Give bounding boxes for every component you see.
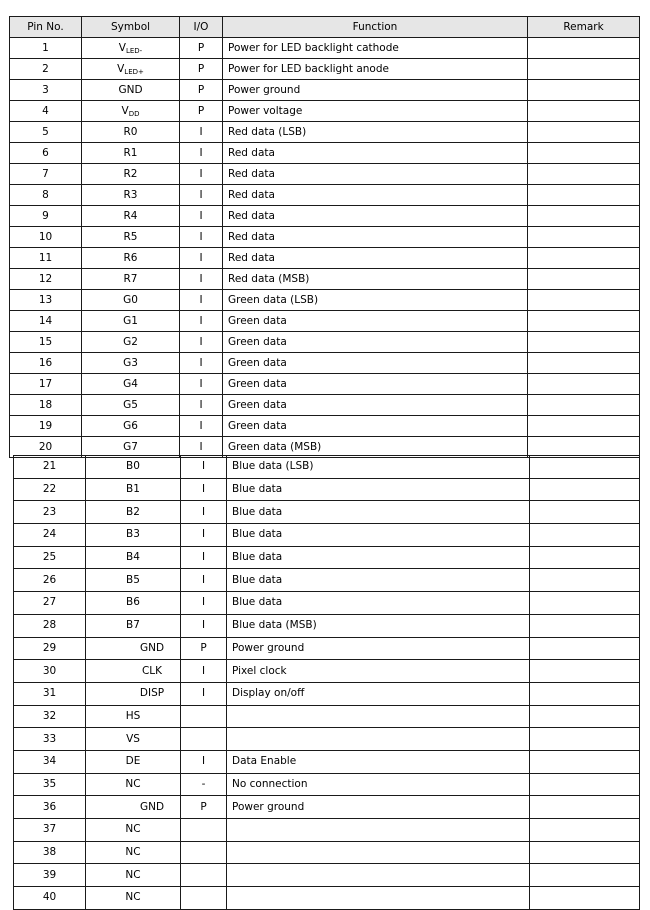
function-cell: Red data xyxy=(223,206,528,227)
symbol-cell: NC xyxy=(86,887,181,910)
symbol-cell: GND xyxy=(86,796,181,819)
table-row xyxy=(14,478,640,501)
pin-number-cell: 10 xyxy=(10,227,82,248)
function-cell: Blue data xyxy=(227,546,530,569)
pin-number-cell: 6 xyxy=(10,143,82,164)
remark-cell xyxy=(530,841,640,864)
symbol-cell xyxy=(82,353,180,374)
pin-number-cell: 9 xyxy=(10,206,82,227)
table-row xyxy=(14,796,640,819)
io-cell: I xyxy=(181,592,227,615)
io-cell: P xyxy=(181,796,227,819)
pin-number-cell: 15 xyxy=(10,332,82,353)
remark-cell xyxy=(530,864,640,887)
symbol-text: G6 xyxy=(123,420,138,432)
table-row xyxy=(14,546,640,569)
io-cell: P xyxy=(181,637,227,660)
symbol-cell xyxy=(82,332,180,353)
symbol-cell xyxy=(82,122,180,143)
symbol-cell: NC xyxy=(86,841,181,864)
pin-number-cell: 13 xyxy=(10,290,82,311)
remark-cell xyxy=(528,185,640,206)
remark-cell xyxy=(528,101,640,122)
function-cell xyxy=(227,705,530,728)
function-cell: Red data (LSB) xyxy=(223,122,528,143)
pin-number-cell: 1 xyxy=(10,38,82,59)
table-row xyxy=(10,80,640,101)
pin-number-cell: 11 xyxy=(10,248,82,269)
io-cell: I xyxy=(180,416,223,437)
remark-cell xyxy=(530,796,640,819)
symbol-cell: B2 xyxy=(86,501,181,524)
table-row xyxy=(10,248,640,269)
remark-cell xyxy=(530,887,640,910)
pin-number-cell: 40 xyxy=(14,887,86,910)
io-cell: I xyxy=(180,332,223,353)
symbol-cell xyxy=(82,248,180,269)
table-row xyxy=(10,227,640,248)
pin-number-cell: 33 xyxy=(14,728,86,751)
pin-number-cell: 36 xyxy=(14,796,86,819)
symbol-cell: B1 xyxy=(86,478,181,501)
table-row xyxy=(10,269,640,290)
pin-number-cell: 39 xyxy=(14,864,86,887)
table-row xyxy=(10,59,640,80)
table-row xyxy=(10,122,640,143)
header-io: I/O xyxy=(180,17,223,38)
table-row xyxy=(14,456,640,479)
pin-number-cell: 27 xyxy=(14,592,86,615)
symbol-cell: B5 xyxy=(86,569,181,592)
io-cell xyxy=(181,728,227,751)
remark-cell xyxy=(528,290,640,311)
function-cell: Blue data xyxy=(227,501,530,524)
symbol-text: GND xyxy=(118,84,143,96)
symbol-cell xyxy=(82,143,180,164)
remark-cell xyxy=(530,501,640,524)
header-function: Function xyxy=(223,17,528,38)
function-cell: Red data xyxy=(223,227,528,248)
io-cell xyxy=(181,705,227,728)
table-row xyxy=(14,637,640,660)
function-cell: Green data xyxy=(223,374,528,395)
pin-number-cell: 25 xyxy=(14,546,86,569)
function-cell: Blue data xyxy=(227,569,530,592)
table-row xyxy=(10,164,640,185)
symbol-text: R5 xyxy=(123,231,138,243)
function-cell: Red data xyxy=(223,185,528,206)
function-cell: Power ground xyxy=(223,80,528,101)
remark-cell xyxy=(530,569,640,592)
io-cell: I xyxy=(181,750,227,773)
table-row xyxy=(14,569,640,592)
remark-cell xyxy=(528,227,640,248)
function-cell: Red data xyxy=(223,143,528,164)
pin-number-cell: 37 xyxy=(14,819,86,842)
symbol-text: V xyxy=(121,105,129,117)
symbol-cell: B4 xyxy=(86,546,181,569)
symbol-text: R0 xyxy=(123,126,138,138)
table-row xyxy=(10,38,640,59)
table-row xyxy=(14,660,640,683)
pin-number-cell: 26 xyxy=(14,569,86,592)
symbol-text: R7 xyxy=(123,273,138,285)
remark-cell xyxy=(530,524,640,547)
symbol-subscript: LED- xyxy=(125,47,143,55)
symbol-cell: NC xyxy=(86,773,181,796)
symbol-cell xyxy=(82,59,180,80)
symbol-text: G3 xyxy=(123,357,138,369)
io-cell: I xyxy=(181,546,227,569)
pin-number-cell: 17 xyxy=(10,374,82,395)
pin-number-cell: 4 xyxy=(10,101,82,122)
table-row xyxy=(14,887,640,910)
function-cell: Display on/off xyxy=(227,682,530,705)
io-cell: I xyxy=(180,185,223,206)
symbol-text: R3 xyxy=(123,189,138,201)
function-cell: Blue data xyxy=(227,524,530,547)
io-cell: - xyxy=(181,773,227,796)
pin-number-cell: 16 xyxy=(10,353,82,374)
pin-number-cell: 31 xyxy=(14,682,86,705)
symbol-cell: NC xyxy=(86,864,181,887)
remark-cell xyxy=(530,750,640,773)
pin-number-cell: 5 xyxy=(10,122,82,143)
function-cell: Power ground xyxy=(227,796,530,819)
symbol-cell: CLK xyxy=(86,660,181,683)
symbol-cell: DE xyxy=(86,750,181,773)
remark-cell xyxy=(528,59,640,80)
symbol-text: V xyxy=(118,42,126,54)
function-cell: Power ground xyxy=(227,637,530,660)
io-cell: P xyxy=(180,38,223,59)
remark-cell xyxy=(530,478,640,501)
symbol-text: R1 xyxy=(123,147,138,159)
pin-number-cell: 20 xyxy=(10,437,82,458)
symbol-cell xyxy=(82,269,180,290)
symbol-cell: GND xyxy=(86,637,181,660)
remark-cell xyxy=(528,38,640,59)
io-cell: I xyxy=(181,682,227,705)
table-row xyxy=(10,206,640,227)
function-cell: Blue data (LSB) xyxy=(227,456,530,479)
symbol-text: R4 xyxy=(123,210,138,222)
function-cell: Green data (MSB) xyxy=(223,437,528,458)
table-row xyxy=(10,101,640,122)
function-cell xyxy=(227,841,530,864)
io-cell: I xyxy=(180,143,223,164)
remark-cell xyxy=(528,143,640,164)
remark-cell xyxy=(528,80,640,101)
symbol-cell xyxy=(82,416,180,437)
symbol-subscript: DD xyxy=(128,110,140,118)
table-row xyxy=(14,705,640,728)
function-cell: Green data xyxy=(223,332,528,353)
symbol-cell: NC xyxy=(86,819,181,842)
symbol-cell xyxy=(82,185,180,206)
table-row xyxy=(14,819,640,842)
symbol-text: G7 xyxy=(123,441,138,453)
remark-cell xyxy=(530,819,640,842)
pin-table-bottom xyxy=(13,455,640,910)
symbol-cell: HS xyxy=(86,705,181,728)
pin-number-cell: 28 xyxy=(14,614,86,637)
io-cell: I xyxy=(181,569,227,592)
pin-number-cell: 7 xyxy=(10,164,82,185)
remark-cell xyxy=(528,416,640,437)
function-cell xyxy=(227,728,530,751)
io-cell: I xyxy=(180,269,223,290)
table-row xyxy=(10,332,640,353)
io-cell: I xyxy=(180,374,223,395)
io-cell: P xyxy=(180,80,223,101)
symbol-text: G4 xyxy=(123,378,138,390)
remark-cell xyxy=(530,637,640,660)
symbol-subscript: LED+ xyxy=(124,68,144,76)
pin-number-cell: 30 xyxy=(14,660,86,683)
io-cell: I xyxy=(181,614,227,637)
symbol-cell: B6 xyxy=(86,592,181,615)
symbol-cell: B3 xyxy=(86,524,181,547)
symbol-text: R6 xyxy=(123,252,138,264)
io-cell: I xyxy=(180,164,223,185)
table-row xyxy=(14,750,640,773)
header-remark: Remark xyxy=(528,17,640,38)
function-cell: Power for LED backlight cathode xyxy=(223,38,528,59)
remark-cell xyxy=(528,332,640,353)
pin-table-top xyxy=(9,16,640,458)
function-cell: Green data xyxy=(223,353,528,374)
function-cell xyxy=(227,887,530,910)
remark-cell xyxy=(530,546,640,569)
io-cell xyxy=(181,841,227,864)
table-row xyxy=(14,592,640,615)
symbol-cell: B7 xyxy=(86,614,181,637)
remark-cell xyxy=(530,682,640,705)
remark-cell xyxy=(528,374,640,395)
pin-number-cell: 23 xyxy=(14,501,86,524)
remark-cell xyxy=(530,660,640,683)
function-cell: No connection xyxy=(227,773,530,796)
remark-cell xyxy=(528,269,640,290)
pin-number-cell: 19 xyxy=(10,416,82,437)
io-cell: I xyxy=(181,660,227,683)
pin-number-cell: 29 xyxy=(14,637,86,660)
function-cell xyxy=(227,864,530,887)
io-cell: I xyxy=(180,122,223,143)
function-cell: Green data xyxy=(223,311,528,332)
symbol-cell xyxy=(82,374,180,395)
table-row xyxy=(10,185,640,206)
table-row xyxy=(10,395,640,416)
function-cell: Blue data (MSB) xyxy=(227,614,530,637)
remark-cell xyxy=(528,395,640,416)
remark-cell xyxy=(528,206,640,227)
function-cell: Red data (MSB) xyxy=(223,269,528,290)
remark-cell xyxy=(530,773,640,796)
symbol-text: G1 xyxy=(123,315,138,327)
io-cell: I xyxy=(180,290,223,311)
function-cell: Blue data xyxy=(227,478,530,501)
function-cell: Red data xyxy=(223,164,528,185)
function-cell: Pixel clock xyxy=(227,660,530,683)
pin-number-cell: 3 xyxy=(10,80,82,101)
remark-cell xyxy=(528,164,640,185)
io-cell xyxy=(181,887,227,910)
io-cell: I xyxy=(180,353,223,374)
function-cell: Green data (LSB) xyxy=(223,290,528,311)
pin-number-cell: 12 xyxy=(10,269,82,290)
table-row xyxy=(14,841,640,864)
symbol-cell xyxy=(82,290,180,311)
symbol-cell xyxy=(82,395,180,416)
symbol-text: G5 xyxy=(123,399,138,411)
io-cell: I xyxy=(180,437,223,458)
function-cell: Power voltage xyxy=(223,101,528,122)
table-row xyxy=(14,773,640,796)
symbol-cell: VS xyxy=(86,728,181,751)
pin-number-cell: 8 xyxy=(10,185,82,206)
pin-number-cell: 24 xyxy=(14,524,86,547)
symbol-text: V xyxy=(117,63,125,75)
table-row xyxy=(10,416,640,437)
symbol-cell xyxy=(82,227,180,248)
symbol-text: R2 xyxy=(123,168,138,180)
pin-number-cell: 14 xyxy=(10,311,82,332)
symbol-cell xyxy=(82,311,180,332)
pin-number-cell: 35 xyxy=(14,773,86,796)
function-cell: Red data xyxy=(223,248,528,269)
function-cell: Power for LED backlight anode xyxy=(223,59,528,80)
io-cell: I xyxy=(180,248,223,269)
table-row xyxy=(10,143,640,164)
remark-cell xyxy=(530,705,640,728)
pin-number-cell: 22 xyxy=(14,478,86,501)
header-pin-no: Pin No. xyxy=(10,17,82,38)
symbol-text: G0 xyxy=(123,294,138,306)
pin-number-cell: 21 xyxy=(14,456,86,479)
table-row xyxy=(10,374,640,395)
io-cell xyxy=(181,819,227,842)
remark-cell xyxy=(528,122,640,143)
io-cell: I xyxy=(181,478,227,501)
remark-cell xyxy=(528,311,640,332)
io-cell: I xyxy=(180,311,223,332)
table-row xyxy=(14,501,640,524)
function-cell xyxy=(227,819,530,842)
io-cell: P xyxy=(180,59,223,80)
function-cell: Green data xyxy=(223,395,528,416)
table-row xyxy=(14,864,640,887)
header-symbol: Symbol xyxy=(82,17,180,38)
io-cell: I xyxy=(181,456,227,479)
io-cell: I xyxy=(180,206,223,227)
remark-cell xyxy=(530,614,640,637)
io-cell: P xyxy=(180,101,223,122)
header-row xyxy=(10,17,640,38)
symbol-cell xyxy=(82,80,180,101)
table-row xyxy=(10,290,640,311)
remark-cell xyxy=(528,353,640,374)
symbol-cell: DISP xyxy=(86,682,181,705)
io-cell: I xyxy=(180,395,223,416)
table-row xyxy=(10,311,640,332)
pin-number-cell: 34 xyxy=(14,750,86,773)
symbol-cell xyxy=(82,164,180,185)
function-cell: Data Enable xyxy=(227,750,530,773)
table-row xyxy=(14,728,640,751)
io-cell: I xyxy=(181,524,227,547)
table-row xyxy=(10,353,640,374)
remark-cell xyxy=(528,248,640,269)
table-row xyxy=(14,682,640,705)
symbol-cell xyxy=(82,206,180,227)
table-row xyxy=(14,524,640,547)
symbol-cell xyxy=(82,38,180,59)
table-row xyxy=(14,614,640,637)
pin-number-cell: 18 xyxy=(10,395,82,416)
symbol-cell xyxy=(82,101,180,122)
symbol-text: G2 xyxy=(123,336,138,348)
remark-cell xyxy=(530,456,640,479)
remark-cell xyxy=(530,728,640,751)
function-cell: Green data xyxy=(223,416,528,437)
remark-cell xyxy=(530,592,640,615)
function-cell: Blue data xyxy=(227,592,530,615)
pin-number-cell: 32 xyxy=(14,705,86,728)
io-cell xyxy=(181,864,227,887)
io-cell: I xyxy=(181,501,227,524)
symbol-cell: B0 xyxy=(86,456,181,479)
io-cell: I xyxy=(180,227,223,248)
pin-number-cell: 38 xyxy=(14,841,86,864)
pin-number-cell: 2 xyxy=(10,59,82,80)
